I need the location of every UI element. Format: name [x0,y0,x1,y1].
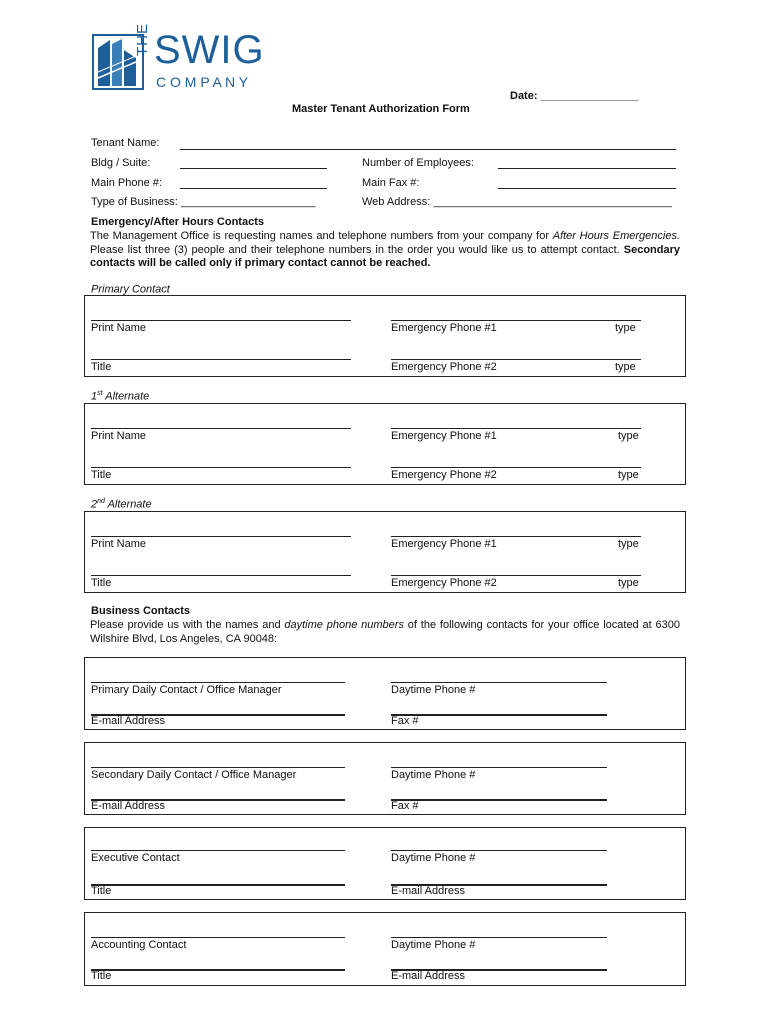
contact-name-label: Secondary Daily Contact / Office Manager [91,769,297,781]
phone1-label: Emergency Phone #1 [391,538,497,550]
fax-label: Fax # [391,715,419,727]
title-field[interactable] [91,884,345,886]
fax-field[interactable] [391,714,607,716]
daytime-phone-field[interactable] [391,682,607,683]
contact-name-field[interactable] [91,682,345,683]
phone1-field[interactable] [391,536,641,537]
emergency-heading: Emergency/After Hours Contacts [91,216,264,228]
logo-swig: SWIG [154,28,265,72]
main-phone-label: Main Phone #: [91,177,162,189]
primary-contact-title: Primary Contact [91,283,170,296]
primary-contact-box [84,295,686,377]
contact-name-label: Primary Daily Contact / Office Manager [91,684,282,696]
tenant-name-label: Tenant Name: [91,137,160,149]
web-address-field[interactable]: Web Address: _______________________________________ [362,196,672,208]
phone2-type-label: type [618,577,639,589]
primary-daily-contact-box [84,657,686,730]
executive-contact-box [84,827,686,900]
phone1-type-label: type [615,322,636,334]
daytime-phone-label: Daytime Phone # [391,684,476,696]
daytime-phone-label: Daytime Phone # [391,939,476,951]
phone1-type-label: type [618,538,639,550]
print-name-label: Print Name [91,538,147,550]
logo-company: C O M P A N Y [156,74,249,90]
accounting-contact-box [84,912,686,986]
print-name-label: Print Name [91,322,147,334]
tenant-name-field[interactable] [180,149,676,150]
phone2-type-label: type [618,469,639,481]
title-field[interactable] [91,359,351,360]
secondary-daily-contact-box [84,742,686,815]
main-fax-label: Main Fax #: [362,177,420,189]
phone1-type-label: type [618,430,639,442]
phone2-label: Emergency Phone #2 [391,469,497,481]
fax-field[interactable] [391,799,607,801]
title-label: Title [91,469,112,481]
contact-name-field[interactable] [91,937,345,938]
phone2-field[interactable] [391,575,641,576]
print-name-field[interactable] [91,536,351,537]
business-heading: Business Contacts [91,605,191,617]
bldg-suite-label: Bldg / Suite: [91,157,151,169]
email-label: E-mail Address [91,800,165,812]
employees-field[interactable] [498,168,676,169]
title-label: Title [91,970,112,982]
daytime-phone-field[interactable] [391,850,607,851]
print-name-field[interactable] [91,320,351,321]
second-alternate-box [84,511,686,593]
title-field[interactable] [91,575,351,576]
daytime-phone-field[interactable] [391,937,607,938]
phone1-field[interactable] [391,428,641,429]
title-label: Title [91,577,112,589]
title-label: Title [91,361,112,373]
business-intro: Please provide us with the names and daytime phone numbers of the following contacts for your office located at 6300 Wilshire Blvd, Los Angeles, CA 90048: [90,619,680,645]
phone1-label: Emergency Phone #1 [391,430,497,442]
phone2-type-label: type [615,361,636,373]
contact-name-label: Accounting Contact [91,939,187,951]
logo-the: THE [134,23,151,56]
first-alternate-box [84,403,686,485]
phone1-field[interactable] [391,320,641,321]
form-title: Master Tenant Authorization Form [292,103,470,115]
title-field[interactable] [91,467,351,468]
emergency-intro: The Management Office is requesting names and telephone numbers from your company for After Hours Emergencies. Please list three (3) people and their telephone numbers in the order you would like us to attempt contact. Secondary contacts will be called only if primary contact cannot be reached. [90,230,680,269]
email-label: E-mail Address [391,970,465,982]
employees-label: Number of Employees: [362,157,474,169]
print-name-field[interactable] [91,428,351,429]
phone2-label: Emergency Phone #2 [391,361,497,373]
phone2-field[interactable] [391,359,641,360]
contact-name-field[interactable] [91,767,345,768]
daytime-phone-label: Daytime Phone # [391,852,476,864]
main-phone-field[interactable] [180,188,327,189]
second-alternate-title: 2nd Alternate [91,498,152,511]
date-field[interactable]: Date: ________________ [510,90,639,102]
phone2-label: Emergency Phone #2 [391,577,497,589]
bldg-suite-field[interactable] [180,168,327,169]
phone2-field[interactable] [391,467,641,468]
contact-name-label: Executive Contact [91,852,180,864]
daytime-phone-field[interactable] [391,767,607,768]
contact-name-field[interactable] [91,850,345,851]
fax-label: Fax # [391,800,419,812]
title-field[interactable] [91,969,345,971]
first-alternate-title: 1st Alternate [91,390,150,403]
email-label: E-mail Address [91,715,165,727]
print-name-label: Print Name [91,430,147,442]
phone1-label: Emergency Phone #1 [391,322,497,334]
email-label: E-mail Address [391,885,465,897]
main-fax-field[interactable] [498,188,676,189]
daytime-phone-label: Daytime Phone # [391,769,476,781]
title-label: Title [91,885,112,897]
business-type-field[interactable]: Type of Business: ______________________ [91,196,316,208]
